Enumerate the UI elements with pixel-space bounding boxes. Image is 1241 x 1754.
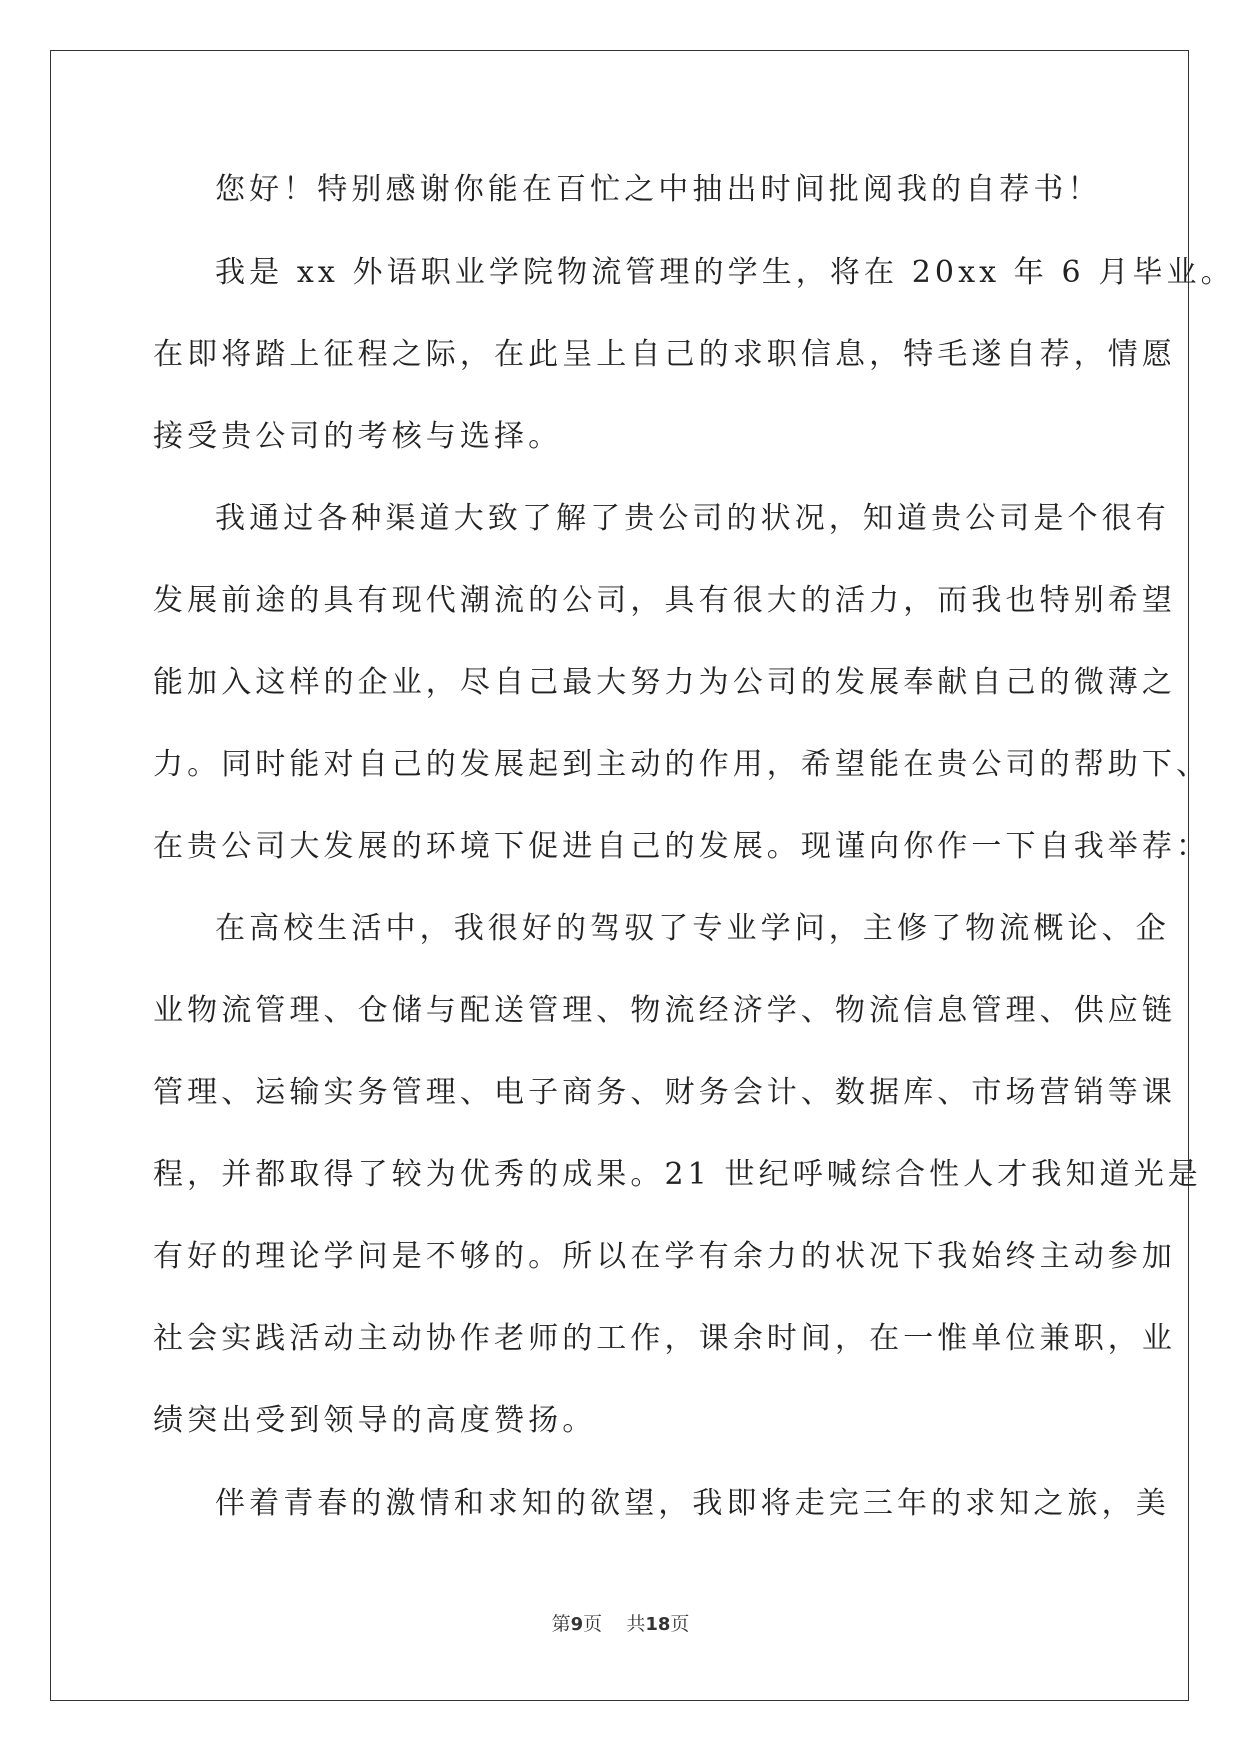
paragraph-study-line: 社会实践活动主动协作老师的工作，课余时间，在一惟单位兼职，业 — [153, 1321, 1176, 1356]
page-prefix: 第 — [551, 1613, 571, 1635]
paragraph-company-line: 力。同时能对自己的发展起到主动的作用，希望能在贵公司的帮助下、 — [153, 747, 1211, 782]
paragraph-company-line: 能加入这样的企业，尽自己最大努力为公司的发展奉献自己的微薄之 — [153, 665, 1176, 700]
page-number: 9 — [570, 1614, 584, 1635]
paragraph-study-line: 绩突出受到领导的高度赞扬。 — [153, 1403, 597, 1438]
paragraph-company-line: 发展前途的具有现代潮流的公司，具有很大的活力，而我也特别希望 — [153, 583, 1176, 618]
paragraph-study-line: 管理、运输实务管理、电子商务、财务会计、数据库、市场营销等课 — [153, 1075, 1176, 1110]
paragraph-study-line: 程，并都取得了较为优秀的成果。21 世纪呼喊综合性人才我知道光是 — [153, 1157, 1202, 1192]
paragraph-greeting: 您好！特别感谢你能在百忙之中抽出时间批阅我的自荐书！ — [215, 172, 1102, 207]
page-border — [50, 50, 1235, 1701]
paragraph-study-line: 在高校生活中，我很好的驾驭了专业学问，主修了物流概论、企 — [215, 911, 1170, 946]
page-footer — [0, 1612, 1241, 1637]
total-suffix: 页 — [670, 1613, 690, 1635]
paragraph-company-line: 在贵公司大发展的环境下促进自己的发展。现谨向你作一下自我举荐： — [153, 829, 1211, 864]
paragraph-introduction-line: 我是 xx 外语职业学院物流管理的学生，将在 20xx 年 6 月毕业。 — [215, 255, 1235, 290]
total-pages: 18 — [645, 1614, 671, 1635]
paragraph-company-line: 我通过各种渠道大致了解了贵公司的状况，知道贵公司是个很有 — [215, 501, 1170, 536]
paragraph-introduction-line: 接受贵公司的考核与选择。 — [153, 419, 563, 454]
paragraph-introduction-line: 在即将踏上征程之际，在此呈上自己的求职信息，特毛遂自荐，情愿 — [153, 337, 1176, 372]
paragraph-closing-line: 伴着青春的激情和求知的欲望，我即将走完三年的求知之旅，美 — [215, 1486, 1170, 1521]
page-suffix: 页 — [583, 1613, 603, 1635]
paragraph-study-line: 业物流管理、仓储与配送管理、物流经济学、物流信息管理、供应链 — [153, 993, 1176, 1028]
total-prefix: 共 — [626, 1613, 646, 1635]
paragraph-study-line: 有好的理论学问是不够的。所以在学有余力的状况下我始终主动参加 — [153, 1239, 1176, 1274]
